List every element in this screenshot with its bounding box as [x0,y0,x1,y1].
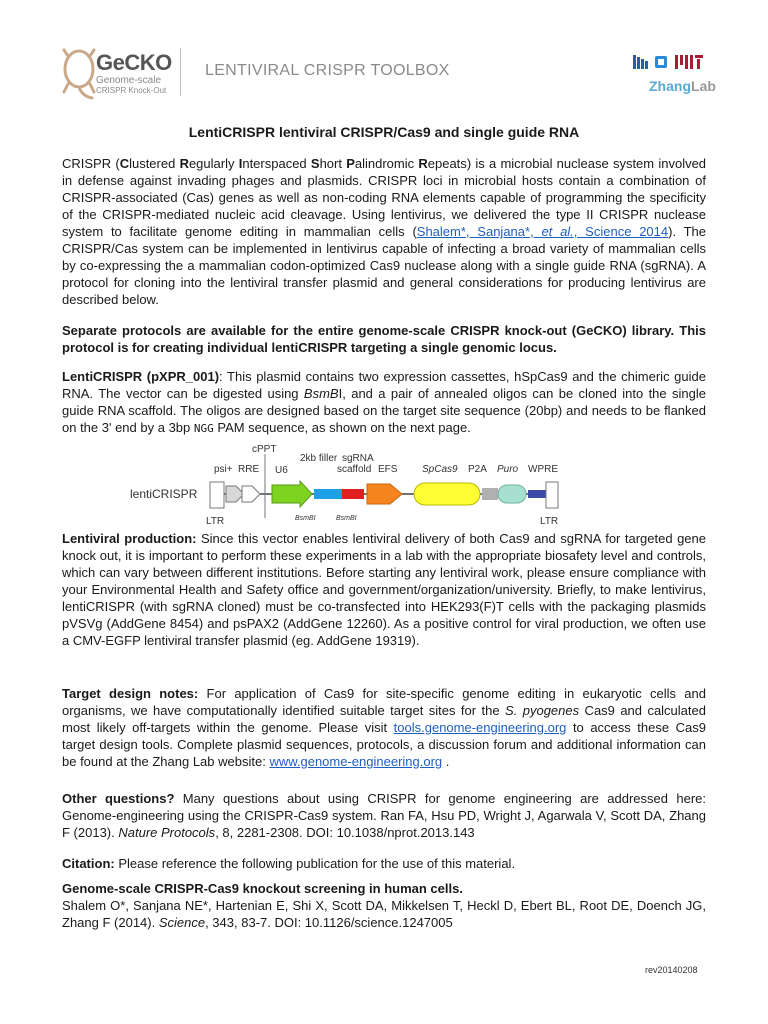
separate-protocols-note: Separate protocols are available for the entire genome-scale CRISPR knock-out (GeCKO) library. This protocol is for creating individual lentiCRISPR targeting a single genomic locus. [62,323,706,355]
website-link[interactable]: www.genome-engineering.org [269,754,443,769]
puro-label: Puro [497,464,519,475]
p2a-block [482,488,498,500]
ltr-right-label: LTR [540,516,559,527]
sgrna-block [342,489,364,499]
toolbox-title: LENTIVIRAL CRISPR TOOLBOX [205,62,450,79]
revision-label: rev20140208 [645,965,698,975]
institution-logos-icon [633,52,709,76]
efs-label: EFS [378,464,398,475]
spcas9-label: SpCas9 [422,464,458,475]
logo-subtitle: Genome-scale [96,75,162,86]
plasmid-paragraph: LentiCRISPR (pXPR_001): This plasmid contains two expression cassettes, hSpCas9 and the chimeric guide RNA. The vector can be digested using BsmBI, and a pair of annealed oligos can be cloned into the single guide RNA scaffold. The oligos are designed based on the target site sequence (20bp) and needs to be flanked on the 3' end by a 3bp NGG PAM sequence, as shown on the next page. [62,369,706,435]
citation-link[interactable]: Shalem*, Sanjana*, et al., Science 2014 [416,224,669,239]
production-paragraph: Lentiviral production: Since this vector enables lentiviral delivery of both Cas9 and sgRNA for targeted gene knock out, it is important to perform these experiments in a lab with the appropriate biosafety level and controls, which can vary between different institutions. Before starting any lentiviral work, please ensure compliance with your Environmental Health and Safety office and government/organization/university. Briefly, to make lentivirus, lentiCRISPR (with sgRNA cloned) must be co-transfected into HEK293(F)T cells with the packaging plasmids pVSVg (AddGene 8454) and psPAX2 (AddGene 12260). As a positive control for viral production, we often use a CMV-EGFP lentiviral transfer plasmid (eg. AddGene 19319). [62,531,706,648]
plasmid-name-label: lentiCRISPR [130,487,198,501]
psi-label: psi+ [214,464,233,475]
wpre-block [528,490,546,498]
logo-title: GeCKO [96,50,172,75]
spcas9-block [414,483,480,505]
page-header [0,0,768,110]
ltr-left-label: LTR [206,516,225,527]
bsmbi-label-2: BsmBI [336,515,357,522]
u6-label: U6 [275,465,288,476]
tools-link[interactable]: tools.genome-engineering.org [393,720,567,735]
intro-paragraph: CRISPR (Clustered Regularly Interspaced Short Palindromic Repeats) is a microbial nuclease system involved in defense against invading phages and plasmids. CRISPR loci in microbial hosts contain a combination of CRISPR-associated (Cas) genes as well as non-coding RNA elements capable of programming the specificity of the CRISPR-mediated nucleic acid cleavage. Using lentivirus, we delivered the type II CRISPR nuclease system to facilitate genome editing in mammalian cells (Shalem*, Sanjana*, et al., Science 2014). The CRISPR/Cas system can be implemented in lentivirus capable of infecting a broad variety of mammalian cells by co-expressing the a mammalian codon-optimized Cas9 nuclease along with a single guide RNA (sgRNA). A protocol for cloning into the lentiviral transfer plasmid and general considerations for producing lentivirus are described below. [62,156,707,307]
page-title: LentiCRISPR lentiviral CRISPR/Cas9 and single guide RNA [188,124,580,140]
ltr-left-block [210,482,224,508]
filler-label: 2kb filler [300,453,338,464]
design-notes-paragraph: Target design notes: For application of Cas9 for site-specific genome editing in eukaryotic cells and organisms, we have computationally identified suitable target sites for the S. pyogenes Cas9 and calculated most likely off-targets within the genome. Please visit tools.genome-engineering.org to access these Cas9 target design tools. Complete plasmid sequences, protocols, a discussion forum and additional information can be found at the Zhang Lab website: www.genome-engineering.org . [62,686,706,769]
cppt-label: cPPT [252,444,277,455]
scaffold-label: scaffold [337,464,372,475]
efs-block [367,484,402,504]
publication-reference: Genome-scale CRISPR-Cas9 knockout screening in human cells. Shalem O*, Sanjana NE*, Hartenian E, Shi X, Scott DA, Mikkelsen T, Heckl D, Ebert BL, Root DE, Doench JG, Zhang F (2014). Science, 343, 83-7. DOI: 10.1126/science.1247005 [62,881,706,930]
puro-block [498,485,526,503]
header-divider [180,48,181,96]
psi-block [226,486,244,502]
wpre-label: WPRE [528,464,558,475]
ltr-right-block [546,482,558,508]
citation-paragraph: Citation: Please reference the following publication for the use of this material. [62,856,516,871]
rre-block [242,486,260,502]
p2a-label: P2A [468,464,487,475]
questions-paragraph: Other questions? Many questions about using CRISPR for genome engineering are addressed here: Genome-engineering using the CRISPR-Cas9 system. Ran FA, Hsu PD, Wright J, Agarwala V, Scott DA, Zhang F (2013). Nature Protocols, 8, 2281-2308. DOI: 10.1038/nprot.2013.143 [62,791,706,840]
publication-title: Genome-scale CRISPR-Cas9 knockout screening in human cells. [62,881,463,896]
rre-label: RRE [238,464,260,475]
lenticrispr-plasmid-map [122,442,662,534]
filler-block [314,489,342,499]
sgrna-label: sgRNA [342,453,374,464]
logo-subtitle-2: CRISPR Knock-Out [96,86,167,95]
bsmbi-label-1: BsmBI [295,515,316,522]
u6-block [272,481,312,507]
zhang-lab-logo: ZhangLab [649,78,716,94]
